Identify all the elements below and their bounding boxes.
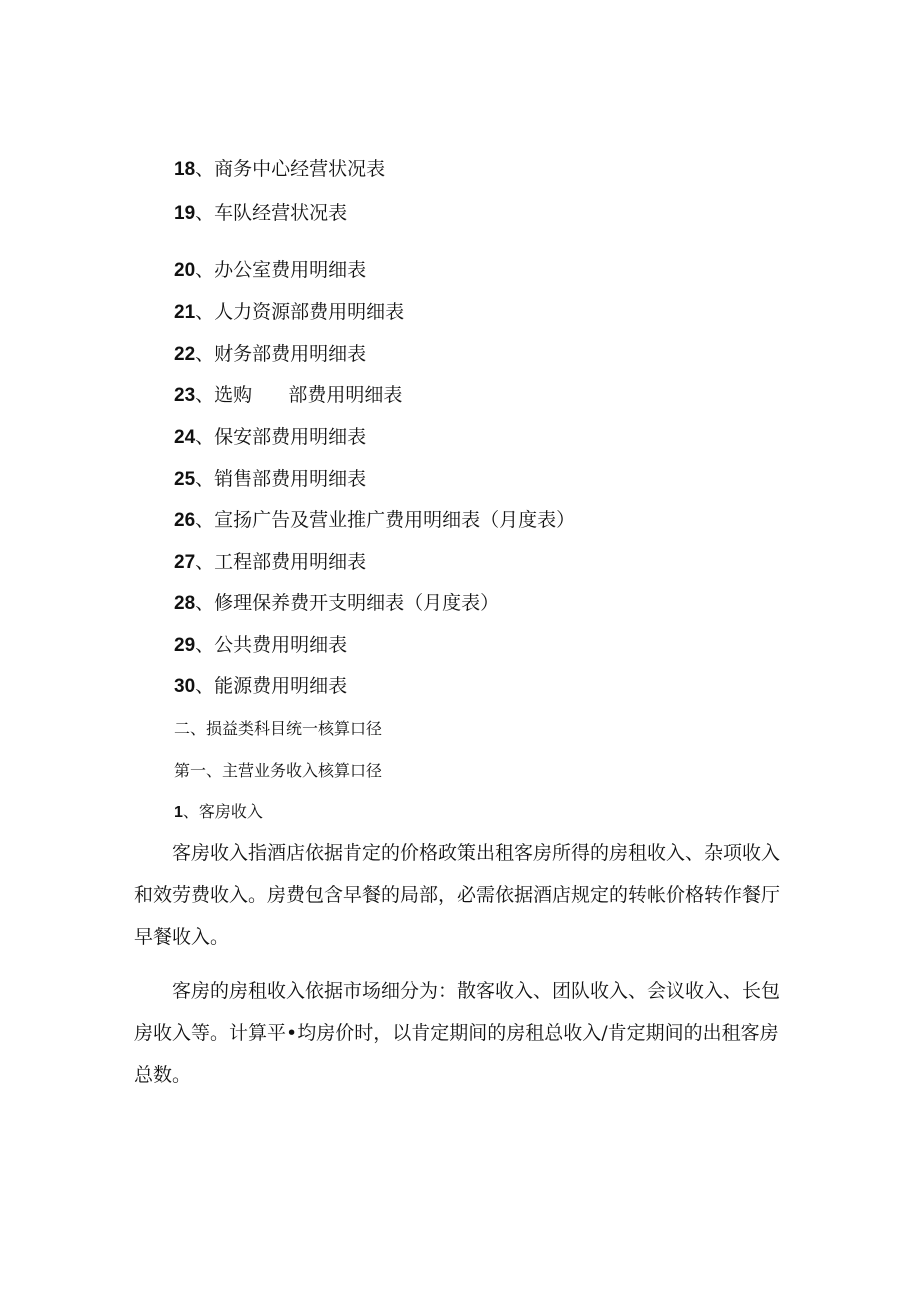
- toc-item-27: 27、工程部费用明细表: [174, 551, 367, 573]
- toc-item-22: 22、财务部费用明细表: [174, 343, 367, 365]
- subsection-heading: 第一、主营业务收入核算口径: [174, 761, 383, 780]
- toc-item-30: 30、能源费用明细表: [174, 675, 348, 697]
- toc-item-29: 29、公共费用明细表: [174, 634, 348, 656]
- toc-item-23: 23、选购 部费用明细表: [174, 384, 403, 406]
- section-heading: 二、损益类科目统一核算口径: [174, 719, 383, 738]
- toc-item-20: 20、办公室费用明细表: [174, 259, 367, 281]
- toc-item-24: 24、保安部费用明细表: [174, 426, 367, 448]
- toc-item-26: 26、宣扬广告及营业推广费用明细表（月度表）: [174, 509, 576, 531]
- toc-item-28: 28、修理保养费开支明细表（月度表）: [174, 592, 500, 614]
- toc-item-18: 18、商务中心经营状况表: [174, 158, 386, 180]
- paragraph-room-revenue: 客房收入指酒店依据肯定的价格政策出租客房所得的房租收入、杂项收入和效劳费收入。房费包含早餐的局部，必需依据酒店规定的转帐价格转作餐厅早餐收入。: [134, 842, 781, 948]
- body-paragraphs: [134, 832, 784, 1096]
- toc-item-25: 25、销售部费用明细表: [174, 468, 367, 490]
- toc-item-19: 19、车队经营状况表: [174, 202, 348, 224]
- item-heading: 1、客房收入: [174, 802, 263, 821]
- toc-item-21: 21、人力资源部费用明细表: [174, 301, 405, 323]
- paragraph-room-rent-segments: 客房的房租收入依据市场细分为：散客收入、团队收入、会议收入、长包房收入等。计算平•均房价时，以肯定期间的房租总收入/肯定期间的出租客房总数。: [134, 980, 781, 1086]
